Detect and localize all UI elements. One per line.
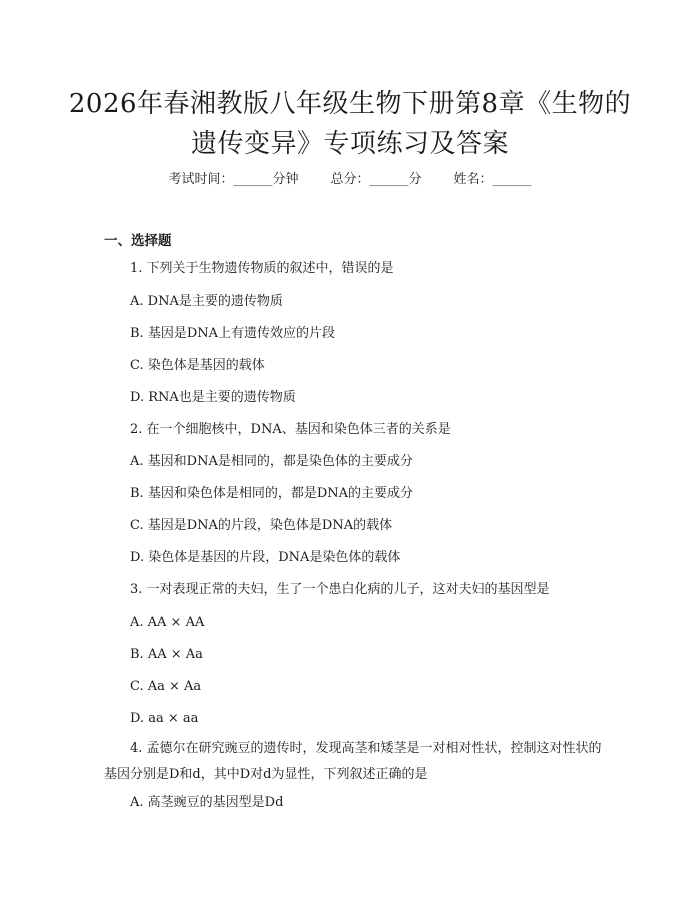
question-2-stem: 2. 在一个细胞核中，DNA、基因和染色体三者的关系是 [130, 422, 451, 437]
student-name-field: 姓名：______ [453, 172, 532, 187]
question-2-option-c: C. 基因是DNA的片段，染色体是DNA的载体 [130, 518, 393, 533]
question-1-option-d: D. RNA也是主要的遗传物质 [130, 390, 296, 405]
question-3-stem: 3. 一对表现正常的夫妇，生了一个患白化病的儿子，这对夫妇的基因型是 [130, 582, 550, 597]
question-2-option-a: A. 基因和DNA是相同的，都是染色体的主要成分 [130, 454, 413, 469]
question-1-option-c: C. 染色体是基因的载体 [130, 358, 265, 373]
question-3-option-c: C. Aa × Aa [130, 679, 202, 694]
question-1-stem: 1. 下列关于生物遗传物质的叙述中，错误的是 [130, 261, 394, 276]
question-1-option-b: B. 基因是DNA上有遗传效应的片段 [130, 326, 336, 341]
exam-meta [0, 168, 700, 187]
question-3-option-d: D. aa × aa [130, 711, 199, 726]
document-title: 2026年春湘教版八年级生物下册第8章《生物的遗传变异》专项练习及答案 [68, 89, 632, 159]
question-4-option-a: A. 高茎豌豆的基因型是Dd [130, 795, 284, 810]
question-3-option-b: B. AA × Aa [130, 647, 203, 662]
total-score-field: 总分：______分 [330, 172, 422, 187]
section-heading: 一、选择题 [104, 233, 172, 249]
question-4-stem: 4. 孟德尔在研究豌豆的遗传时，发现高茎和矮茎是一对相对性状，控制这对性状的基因分别是D和d，其中D对d为显性，下列叙述正确的是 [104, 741, 602, 782]
question-1-option-a: A. DNA是主要的遗传物质 [130, 294, 283, 309]
question-2-option-d: D. 染色体是基因的片段，DNA是染色体的载体 [130, 550, 401, 565]
question-3-option-a: A. AA × AA [130, 615, 205, 630]
exam-time-field: 考试时间：______分钟 [168, 172, 299, 187]
question-2-option-b: B. 基因和染色体是相同的，都是DNA的主要成分 [130, 486, 414, 501]
